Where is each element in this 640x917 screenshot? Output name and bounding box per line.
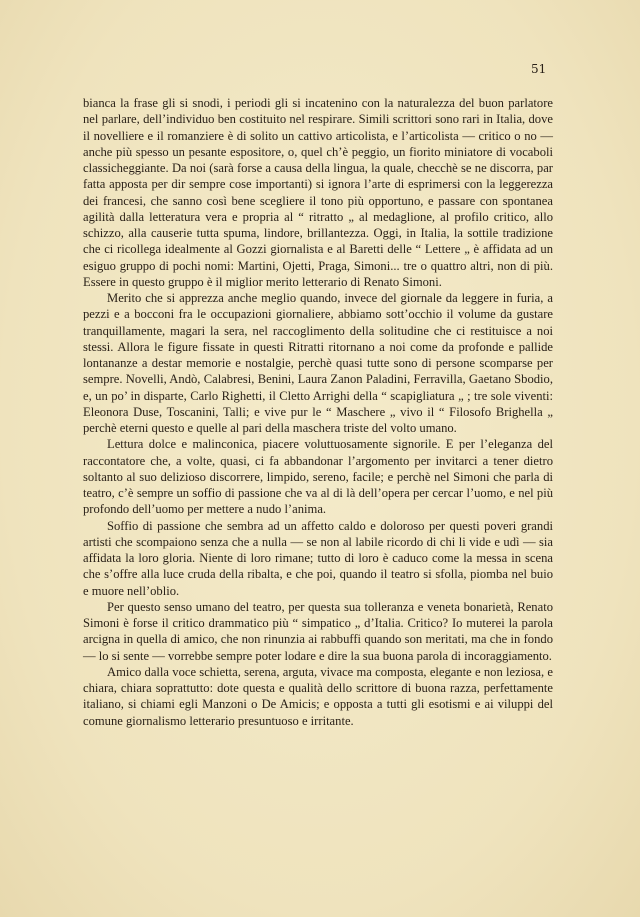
paragraph-1: bianca la frase gli si snodi, i periodi gli si incatenino con la naturalezza del buon parlatore nel parlare, dell’individuo ben costituito nel respirare. Simili scrittori sono rari in Italia, dove il novelliere e il romanziere è di solito un cattivo articolista, e l’articolista — critico o no — anche più spesso un pesante espositore, o, quel ch’è peggio, un fiorito miniatore di vocaboli classicheggiante. Da noi (sarà forse a causa della lingua, la quale, checchè se ne discorra, par fatta apposta per dir sempre cose importanti) si ignora l’arte di esprimersi con la leggerezza dei francesi, che sanno così bene scegliere il tono più opportuno, e passare con spontanea agilità dalla letteratura vera e propria al “ ritratto „ al medaglione, al profilo critico, allo schizzo, alla causerie tutta spuma, lindore, brillantezza. Oggi, in Italia, la sottile tradizione che ci ricollega idealmente al Gozzi giornalista e al Baretti delle “ Lettere „ è affidata ad un esiguo gruppo di pochi nomi: Martini, Ojetti, Praga, Simoni... tre o quattro altri, non di più. Essere in questo gruppo è il miglior merito letterario di Renato Simoni. xyxy=(83,96,553,289)
paragraph-3: Lettura dolce e malinconica, piacere voluttuosamente signorile. E per l’eleganza del raccontatore che, a volte, quasi, ci fa abbandonar l’argomento per invitarci a tener dietro soltanto al suo delizioso discorrere, limpido, sereno, facile; e perchè nel Simoni che parla di teatro, c’è sempre un soffio di passione che va al di là dell’opera per cercar l’uomo, e nel più profondo dell’uomo per mettere a nudo l’anima. xyxy=(83,437,553,517)
paragraph-5: Per questo senso umano del teatro, per questa sua tolleranza e veneta bonarietà, Renato Simoni è forse il critico drammatico più “ simpatico „ d’Italia. Critico? Io muterei la parola arcigna in quella di amico, che non rinunzia ai rabbuffi quando son meritati, ma che in fondo — lo si sente — vorrebbe sempre poter lodare e dire la sua buona parola di incoraggiamento. xyxy=(83,599,553,663)
page-number: 51 xyxy=(531,62,547,76)
paragraph-4: Soffio di passione che sembra ad un affetto caldo e doloroso per questi poveri grandi artisti che scompaiono senza che a nulla — se non al labile ricordo di chi li vide e udì — sia affidata la loro gloria. Niente di loro rimane; tutto di loro è caduco come la messa in scena che s’offre alla luce cruda della ribalta, e che poi, quando il teatro si sfolla, piomba nel buio e muore nell’oblio. xyxy=(83,518,553,598)
paragraph-6: Amico dalla voce schietta, serena, arguta, vivace ma composta, elegante e non leziosa, e chiara, chiara soprattutto: dote questa e qualità dello scrittore di buona razza, perfettamente italiano, si chiami egli Manzoni o De Amicis; e opposta a tutti gli esotismi e ai viluppi del comune giornalismo letterario presuntuoso e irritante. xyxy=(83,664,553,728)
body-text xyxy=(83,95,553,729)
paragraph-2: Merito che si apprezza anche meglio quando, invece del giornale da leggere in furia, a pezzi e a bocconi fra le occupazioni giornaliere, abbiamo sott’occhio il volume da gustare tranquillamente, magari la sera, nel raccoglimento della solitudine che ci restituisce a noi stessi. Allora le figure fissate in questi Ritratti ritornano a noi come da profonde e pallide lontananze a destar memorie e nostalgie, perchè quasi tutte sono di persone scomparse per sempre. Novelli, Andò, Calabresi, Benini, Laura Zanon Paladini, Ferravilla, Gaetano Sbodio, e, un po’ in disparte, Carlo Righetti, il Cletto Arrighi della “ scapigliatura „ ; tre sole viventi: Eleonora Duse, Toscanini, Talli; e vive pur le “ Maschere „ vivo il “ Filosofo Brighella „ perchè eterni questo e quelle al pari della maschera triste del volto umano. xyxy=(83,291,553,435)
